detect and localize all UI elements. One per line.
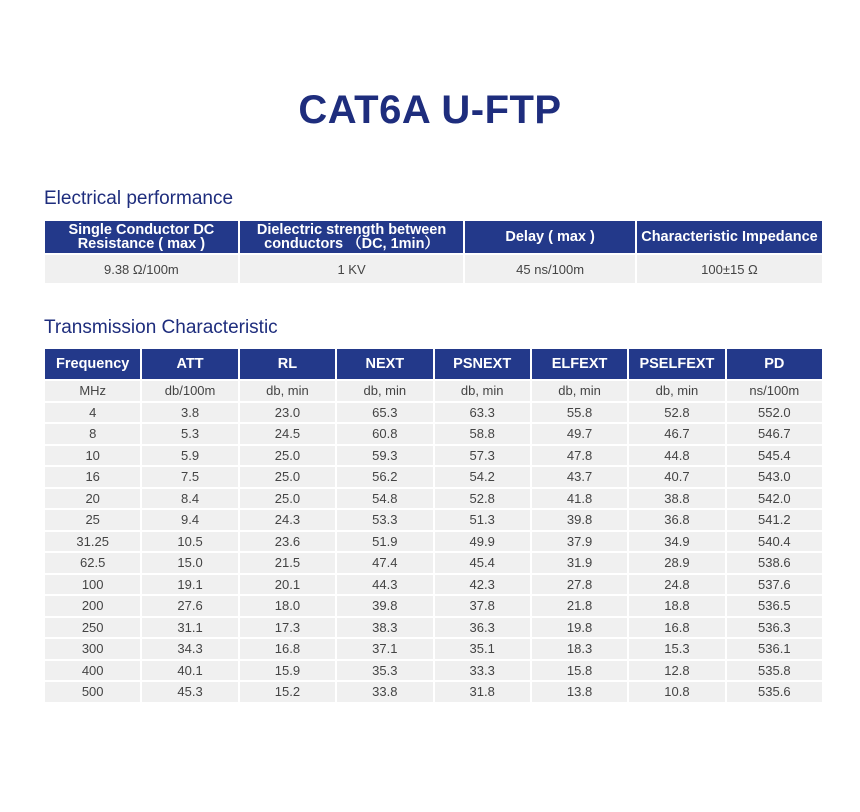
table-cell: 10.5	[142, 532, 237, 552]
table-cell: 51.9	[337, 532, 432, 552]
table-cell: 7.5	[142, 467, 237, 487]
table-cell: 18.3	[532, 639, 627, 659]
table-cell: 5.9	[142, 446, 237, 466]
table-cell: 400	[45, 661, 140, 681]
table-cell: 33.3	[435, 661, 530, 681]
table-row	[45, 618, 822, 638]
table-cell: 100±15 Ω	[637, 255, 822, 283]
table-cell: 8.4	[142, 489, 237, 509]
column-header: ATT	[142, 349, 237, 379]
table-cell: 24.5	[240, 424, 335, 444]
table-cell: 45.3	[142, 682, 237, 702]
table-cell: 18.0	[240, 596, 335, 616]
table-cell: 1 KV	[240, 255, 464, 283]
table-cell: 46.7	[629, 424, 724, 444]
unit-cell: db, min	[532, 381, 627, 401]
table-cell: 58.8	[435, 424, 530, 444]
page-title: CAT6A U-FTP	[298, 88, 562, 132]
table-row	[45, 489, 822, 509]
electrical-performance-table	[43, 219, 824, 285]
table-cell: 36.8	[629, 510, 724, 530]
table-cell: 538.6	[727, 553, 822, 573]
table-row	[45, 596, 822, 616]
table-cell: 20	[45, 489, 140, 509]
table-row	[45, 553, 822, 573]
table-cell: 60.8	[337, 424, 432, 444]
unit-cell: db, min	[240, 381, 335, 401]
unit-cell: db, min	[337, 381, 432, 401]
table-cell: 9.4	[142, 510, 237, 530]
column-header: Characteristic Impedance	[637, 221, 822, 253]
table-cell: 21.5	[240, 553, 335, 573]
table-cell: 37.8	[435, 596, 530, 616]
table-cell: 54.2	[435, 467, 530, 487]
table-cell: 38.8	[629, 489, 724, 509]
table-cell: 45.4	[435, 553, 530, 573]
table-cell: 15.3	[629, 639, 724, 659]
table-cell: 35.1	[435, 639, 530, 659]
column-header: PD	[727, 349, 822, 379]
table-cell: 25	[45, 510, 140, 530]
table-cell: 31.25	[45, 532, 140, 552]
table-cell: 15.0	[142, 553, 237, 573]
table-cell: 15.8	[532, 661, 627, 681]
table-cell: 27.6	[142, 596, 237, 616]
table-cell: 42.3	[435, 575, 530, 595]
table-cell: 20.1	[240, 575, 335, 595]
table-cell: 15.9	[240, 661, 335, 681]
table-cell: 552.0	[727, 403, 822, 423]
table-cell: 43.7	[532, 467, 627, 487]
table-cell: 13.8	[532, 682, 627, 702]
table-cell: 542.0	[727, 489, 822, 509]
table-cell: 62.5	[45, 553, 140, 573]
column-header: NEXT	[337, 349, 432, 379]
table-cell: 535.8	[727, 661, 822, 681]
electrical-performance-heading: Electrical performance	[44, 188, 234, 209]
table-cell: 300	[45, 639, 140, 659]
table-cell: 65.3	[337, 403, 432, 423]
table-cell: 33.8	[337, 682, 432, 702]
table-cell: 200	[45, 596, 140, 616]
table-cell: 15.2	[240, 682, 335, 702]
table-cell: 24.8	[629, 575, 724, 595]
table-cell: 31.9	[532, 553, 627, 573]
table-cell: 545.4	[727, 446, 822, 466]
table-cell: 40.1	[142, 661, 237, 681]
table-cell: 39.8	[337, 596, 432, 616]
table-cell: 49.7	[532, 424, 627, 444]
table-cell: 21.8	[532, 596, 627, 616]
column-header: Single Conductor DC Resistance ( max )	[45, 221, 238, 253]
table-row	[45, 403, 822, 423]
table-cell: 541.2	[727, 510, 822, 530]
table-row	[45, 255, 822, 283]
table-cell: 31.8	[435, 682, 530, 702]
table-cell: 56.2	[337, 467, 432, 487]
table-cell: 25.0	[240, 446, 335, 466]
table-row	[45, 446, 822, 466]
table-cell: 55.8	[532, 403, 627, 423]
table-cell: 44.3	[337, 575, 432, 595]
table-cell: 8	[45, 424, 140, 444]
table-cell: 17.3	[240, 618, 335, 638]
column-header: Delay ( max )	[465, 221, 635, 253]
table-row	[45, 467, 822, 487]
unit-cell: ns/100m	[727, 381, 822, 401]
table-row	[45, 661, 822, 681]
table-cell: 5.3	[142, 424, 237, 444]
table-cell: 12.8	[629, 661, 724, 681]
table-cell: 9.38 Ω/100m	[45, 255, 238, 283]
table-row	[45, 532, 822, 552]
unit-cell: db, min	[435, 381, 530, 401]
table-cell: 16.8	[240, 639, 335, 659]
column-header: ELFEXT	[532, 349, 627, 379]
table-cell: 536.3	[727, 618, 822, 638]
table-row	[45, 639, 822, 659]
table-cell: 41.8	[532, 489, 627, 509]
table-cell: 16	[45, 467, 140, 487]
table-cell: 24.3	[240, 510, 335, 530]
table-cell: 18.8	[629, 596, 724, 616]
table-row	[45, 682, 822, 702]
table-cell: 100	[45, 575, 140, 595]
table-row	[45, 575, 822, 595]
table-cell: 57.3	[435, 446, 530, 466]
table-cell: 28.9	[629, 553, 724, 573]
table-cell: 44.8	[629, 446, 724, 466]
table-cell: 546.7	[727, 424, 822, 444]
table-header-row	[45, 349, 822, 379]
column-header: RL	[240, 349, 335, 379]
table-cell: 27.8	[532, 575, 627, 595]
table-cell: 16.8	[629, 618, 724, 638]
column-header: Frequency	[45, 349, 140, 379]
table-cell: 25.0	[240, 467, 335, 487]
table-cell: 500	[45, 682, 140, 702]
table-cell: 3.8	[142, 403, 237, 423]
unit-cell: db, min	[629, 381, 724, 401]
table-cell: 52.8	[629, 403, 724, 423]
unit-cell: db/100m	[142, 381, 237, 401]
table-cell: 535.6	[727, 682, 822, 702]
table-cell: 47.4	[337, 553, 432, 573]
table-cell: 536.5	[727, 596, 822, 616]
table-cell: 49.9	[435, 532, 530, 552]
column-header: PSNEXT	[435, 349, 530, 379]
table-cell: 38.3	[337, 618, 432, 638]
table-cell: 63.3	[435, 403, 530, 423]
table-cell: 10.8	[629, 682, 724, 702]
transmission-characteristic-table	[43, 347, 824, 704]
table-cell: 37.1	[337, 639, 432, 659]
table-cell: 25.0	[240, 489, 335, 509]
table-cell: 47.8	[532, 446, 627, 466]
table-cell: 34.3	[142, 639, 237, 659]
table-cell: 36.3	[435, 618, 530, 638]
table-cell: 39.8	[532, 510, 627, 530]
table-cell: 34.9	[629, 532, 724, 552]
table-cell: 37.9	[532, 532, 627, 552]
table-row	[45, 510, 822, 530]
transmission-characteristic-heading: Transmission Characteristic	[44, 317, 278, 338]
table-row	[45, 424, 822, 444]
table-cell: 4	[45, 403, 140, 423]
table-cell: 23.0	[240, 403, 335, 423]
unit-cell: MHz	[45, 381, 140, 401]
table-cell: 540.4	[727, 532, 822, 552]
table-cell: 51.3	[435, 510, 530, 530]
table-cell: 19.8	[532, 618, 627, 638]
table-cell: 537.6	[727, 575, 822, 595]
column-header: PSELFEXT	[629, 349, 724, 379]
table-cell: 54.8	[337, 489, 432, 509]
table-cell: 10	[45, 446, 140, 466]
table-cell: 250	[45, 618, 140, 638]
units-row	[45, 381, 822, 401]
table-cell: 52.8	[435, 489, 530, 509]
table-cell: 31.1	[142, 618, 237, 638]
table-header-row	[45, 221, 822, 253]
table-cell: 45 ns/100m	[465, 255, 635, 283]
table-cell: 35.3	[337, 661, 432, 681]
table-cell: 543.0	[727, 467, 822, 487]
table-cell: 40.7	[629, 467, 724, 487]
table-cell: 23.6	[240, 532, 335, 552]
table-cell: 53.3	[337, 510, 432, 530]
table-cell: 59.3	[337, 446, 432, 466]
table-cell: 19.1	[142, 575, 237, 595]
table-cell: 536.1	[727, 639, 822, 659]
column-header: Dielectric strength between conductors （DC, 1min）	[240, 221, 464, 253]
